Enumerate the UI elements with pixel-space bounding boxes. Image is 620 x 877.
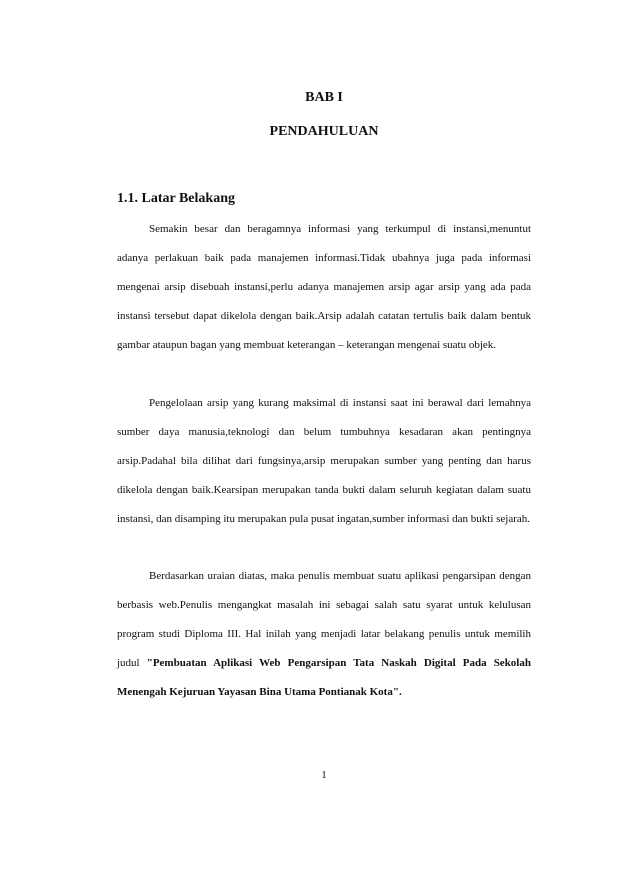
paragraph-1: Semakin besar dan beragamnya informasi yang terkumpul di instansi,menuntut adanya perlakuan baik pada manajemen informasi.Tidak ubahnya juga pada informasi mengenai arsip disebuah instansi,perlu adanya manajemen arsip agar arsip yang ada pada instansi tersebut dapat dikelola dengan baik.Arsip adalah catatan tertulis baik dalam bentuk gambar ataupun bagan yang membuat keterangan – keterangan mengenai suatu objek. [117,223,531,351]
paragraph-2: Pengelolaan arsip yang kurang maksimal di instansi saat ini berawal dari lemahnya sumber daya manusia,teknologi dan belum tumbuhnya kesadaran akan pentingnya arsip.Padahal bila dilihat dari fungsinya,arsip merupakan sumber yang penting dan harus dikelola dengan baik.Kearsipan merupakan tanda bukti dalam seluruh kegiatan dalam suatu instansi, dan disamping itu merupakan pula pusat ingatan,sumber informasi dan bukti sejarah. [117,397,531,525]
section-heading: 1.1. Latar Belakang [117,191,235,206]
page-number: 1 [321,769,327,781]
paragraph-3-text: Berdasarkan uraian diatas, maka penulis membuat suatu aplikasi pengarsipan dengan berbasis web.Penulis mengangkat masalah ini sebagai salah satu syarat untuk kelulusan program studi Diploma III. Hal inilah yang menjadi latar belakang penulis untuk memilih judul [117,570,531,669]
thesis-title: "Pembuatan Aplikasi Web Pengarsipan Tata Naskah Digital Pada Sekolah Menengah Kejuruan Yayasan Bina Utama Pontianak Kota". [117,656,531,698]
chapter-title: PENDAHULUAN [269,124,379,139]
paragraph-3 [117,562,531,707]
chapter-number: BAB I [305,90,343,105]
